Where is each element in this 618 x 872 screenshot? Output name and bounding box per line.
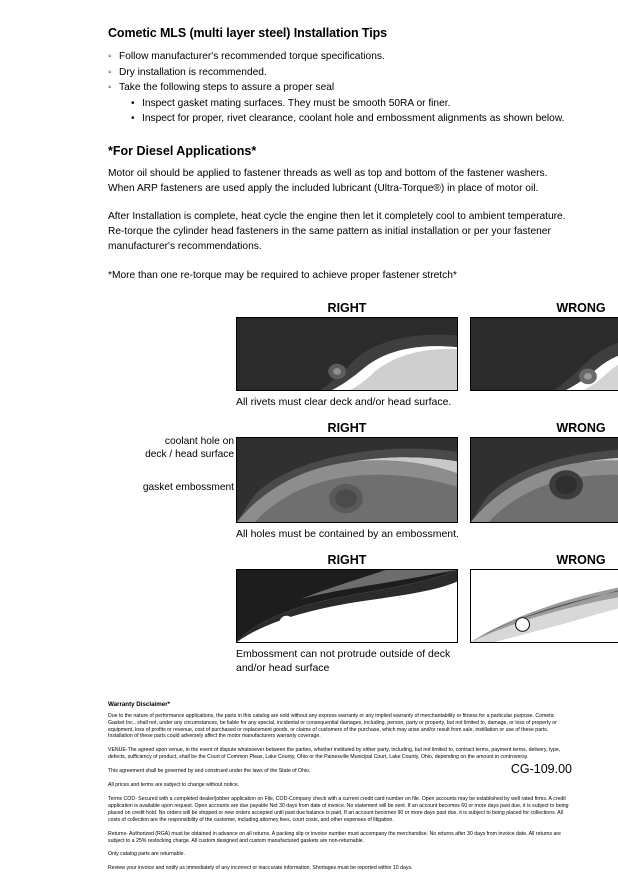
figure-rivets-labels: [236, 301, 618, 317]
figure-coolant-right-image: [236, 437, 458, 523]
warranty-paragraph: Due to the nature of performance applications, the parts in this catalog are sold without any express warranty or any implied warranty of merchantability or fitness for a particular purpose. Cometic Gasket Inc., shall not, under any circumstances, be liable for any special, incidental or consequential damages, including, person, party or property, but not limited to, damage, or loss of property or equipment, loss of profits or revenue, cost of purchased or replacement goods, or claims of customers of the purchase, which may arise and/or result from sale, instillation or use of these parts. Installation of these parts could adversely affect the motor manufacturers warranty coverage.: [108, 712, 557, 740]
list-item: • Inspect gasket mating surfaces. They must be smooth 50RA or finer.: [131, 96, 578, 112]
paragraph-retorque-note: *More than one re-torque may be required to achieve proper fastener stretch*: [108, 269, 457, 281]
warranty-paragraph: All prices and terms are subject to change without notice.: [108, 782, 240, 789]
figure-embossment-right-image: [236, 569, 458, 643]
warranty-heading: Warranty Disclaimer*: [108, 700, 171, 708]
paragraph-motor-oil: Motor oil should be applied to fastener threads as well as top and bottom of the fastener washers. When ARP fasteners are used apply the included lubricant (Ultra-Torque®) in place of motor oil.: [108, 167, 548, 194]
warranty-paragraph: Returns- Authorized (RGA) must be obtained in advance on all returns. A packing slip or invoice number must accompany the merchandise. No returns after 30 days from invoice date. All returns are subject to a 25% restocking charge. All custom designed and custom manufactured gaskets are non-returnable.: [108, 830, 561, 844]
document-number: CG-109.00: [510, 762, 572, 776]
figure-coolant-wrong-image: [470, 437, 618, 523]
figure-embossment-right-label: RIGHT: [327, 552, 367, 567]
figure-rivets-images: [236, 317, 618, 391]
figure-embossment: [108, 552, 606, 675]
list-item: • Inspect for proper, rivet clearance, coolant hole and embossment alignments as shown below.: [131, 111, 578, 127]
installation-tips-list: [108, 49, 578, 127]
figure-embossment-caption: Embossment can not protrude outside of deck and/or head surface: [236, 647, 451, 674]
warranty-paragraph: Terms COD- Secured with a completed dealer/jobber application on File, COD-Company check with a current credit card number on file. Open accounts may be established by well rated firms. A credit application is available upon request. Open accounts are due payable Net 30 days from date of invoice. No statement will be sent. If an account becomes 60 or more days past due, it is subject to being placed on credit hold. No orders will be shipped or new orders accepted until past due balance is paid. If an account becomes 90 or more days past due, it is subject to being placed for collections. All costs of collection are the responsibility of the customer, including attorney fees, court costs, and other expenses of litigation.: [108, 795, 569, 823]
list-item: [108, 80, 578, 127]
warranty-paragraph: Review your invoice and notify us immediately of any incorrect or inaccurate information. Shortages must be reported within 10 days.: [108, 865, 413, 872]
list-item: ◦ Follow manufacturer's recommended torque specifications.: [108, 49, 578, 65]
warranty-paragraph: Only catalog parts are returnable.: [108, 851, 185, 858]
figure-rivets: [108, 300, 606, 409]
figure-coolant-right-label: RIGHT: [327, 420, 367, 435]
figure-embossment-images: [236, 569, 618, 643]
installation-sub-list: [119, 96, 578, 127]
figure-embossment-wrong-image: [470, 569, 618, 643]
figure-embossment-labels: [236, 553, 618, 569]
warranty-paragraph: This agreement shall be governed by and construed under the laws of the State of Ohio.: [108, 768, 311, 775]
page-title: Cometic MLS (multi layer steel) Installation Tips: [108, 26, 387, 40]
figure-coolant-wrong-label: WRONG: [556, 420, 606, 435]
figure-rivets-right-label: RIGHT: [327, 300, 367, 315]
figure-rivets-right-image: [236, 317, 458, 391]
diesel-applications-heading: *For Diesel Applications*: [108, 143, 257, 158]
figure-coolant-caption: All holes must be contained by an embossment.: [236, 527, 459, 540]
figure-rivets-wrong-image: [470, 317, 618, 391]
paragraph-heat-cycle: After Installation is complete, heat cycle the engine then let it completely cool to ambient temperature. Re-torque the cylinder head fasteners in the same pattern as initial installation or per your fastener manufacturer's recommendations.: [108, 210, 566, 253]
list-item: ◦ Dry installation is recommended.: [108, 65, 578, 81]
figure-coolant-labels: [236, 421, 618, 437]
list-item-label: Take the following steps to assure a proper seal: [119, 82, 335, 93]
figures-section: [108, 300, 606, 675]
warranty-paragraph: VENUE-The agreed upon venue, in the event of dispute whatsoever between the parties, whether instituted by either party, including, but not limited to, contract terms, payment terms, delivery, type, defects, sufficiency of product, shall be the Court of Common Pleas, Lake County, Ohio or the Painesville Municipal Court, Lake County, Ohio, depending on the amount in controversy.: [108, 747, 561, 761]
figure-rivets-caption: All rivets must clear deck and/or head surface.: [236, 395, 452, 408]
callout-coolant-hole: coolant hole on deck / head surface: [145, 435, 234, 460]
figure-coolant-images: [236, 437, 618, 523]
callout-gasket-embossment: gasket embossment: [142, 481, 234, 493]
figure-embossment-wrong-label: WRONG: [556, 552, 606, 567]
warranty-section: [108, 701, 570, 872]
figure-coolant-holes: [108, 420, 606, 541]
figure-rivets-wrong-label: WRONG: [556, 300, 606, 315]
